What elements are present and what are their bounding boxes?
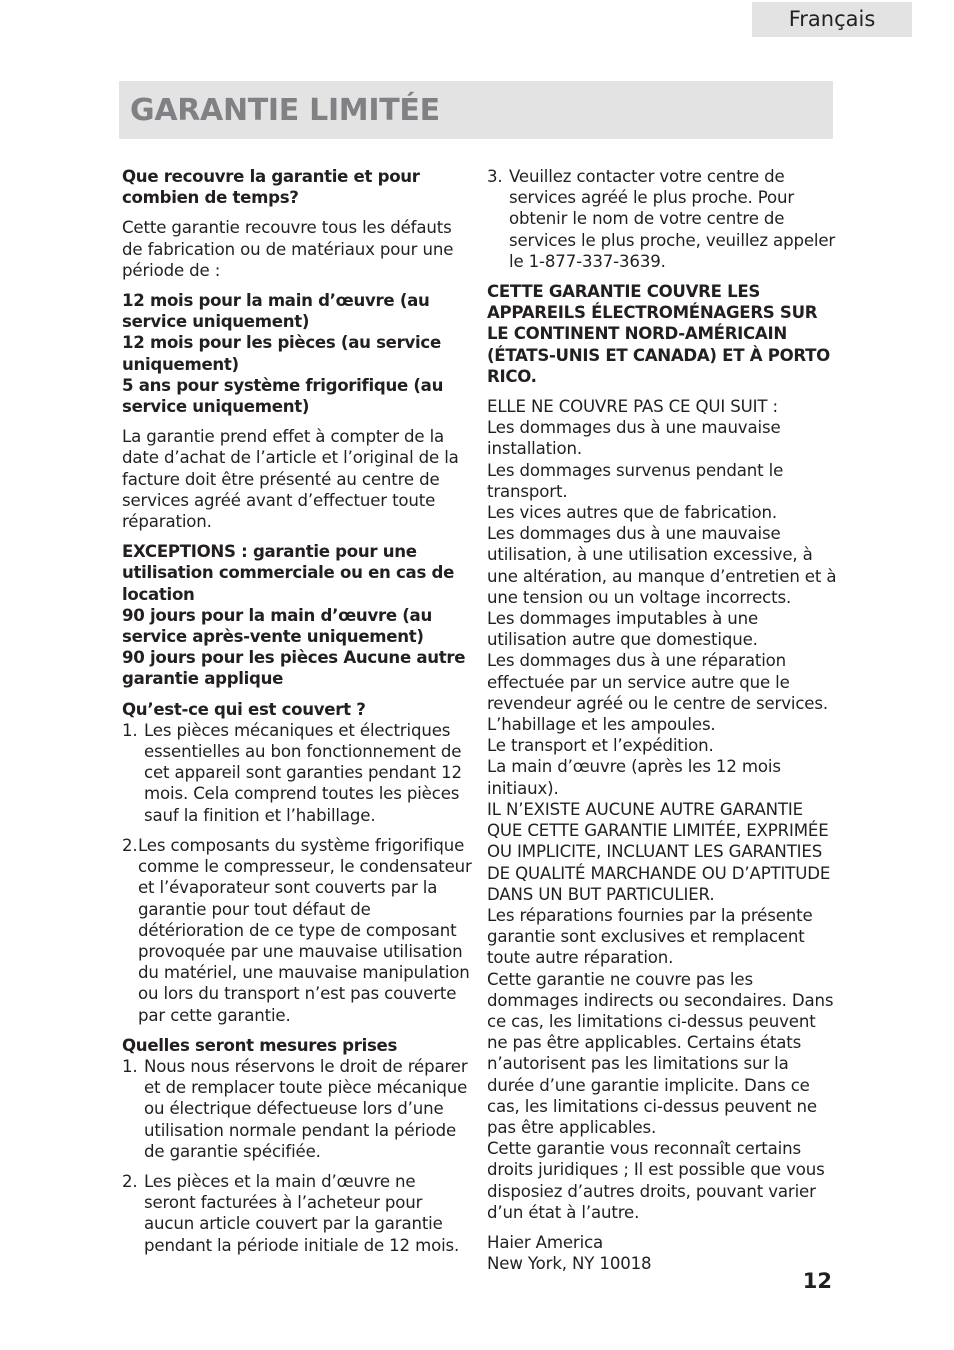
- not-covered-item: Cette garantie ne couvre pas les dommages indirects ou secondaires. Dans ce cas, les limitations ci-dessus peuvent ne pas être applicables. Certains états n’autorisent pas les limitations sur la durée d’une garantie implicite. Dans ce cas, les limitations ci-dessus peuvent ne pas être applicables.: [487, 969, 834, 1137]
- list-item: [122, 1056, 472, 1162]
- not-covered-item: Cette garantie vous reconnaît certains droits juridiques ; Il est possible que vous disposiez d’autres droits, pouvant varier d’un état à l’autre.: [487, 1139, 825, 1222]
- not-covered-item: L’habillage et les ampoules.: [487, 715, 716, 735]
- list-item: [122, 1171, 472, 1256]
- exception-line: 90 jours pour les pièces Aucune autre: [122, 648, 466, 668]
- item-number: 1.: [122, 720, 138, 740]
- company-name: Haier America: [487, 1232, 604, 1252]
- not-covered-item: Les dommages dus à une mauvaise installation.: [487, 418, 781, 459]
- not-covered-item: Les réparations fournies par la présente garantie sont exclusives et remplacent toute autre réparation.: [487, 905, 813, 968]
- page-title: GARANTIE LIMITÉE: [130, 93, 440, 128]
- measures-heading: Quelles seront mesures prises: [122, 1035, 398, 1055]
- disclaimer-caps: IL N’EXISTE AUCUNE AUTRE GARANTIE QUE CETTE GARANTIE LIMITÉE, EXPRIMÉE OU IMPLICITE, INCLUANT LES GARANTIES DE QUALITÉ MARCHANDE OU D’APTITUDE DANS UN BUT PARTICULIER.: [487, 799, 831, 904]
- effect-paragraph: La garantie prend effet à compter de la date d’achat de l’article et l’original de la facture doit être présenté au centre de services agréé avant d’effectuer toute réparation.: [122, 427, 459, 532]
- not-covered-item: Les dommages dus à une réparation effectuée par un service autre que le revendeur agréé ou le centre de services.: [487, 651, 828, 713]
- title-banner: [119, 81, 833, 139]
- item-text: Veuillez contacter votre centre de services agréé le plus proche. Pour obtenir le nom de votre centre de services le plus proche, veuillez appeler le 1-877-337-3639.: [509, 167, 836, 271]
- not-covered-item: La main d’œuvre (après les 12 mois initiaux).: [487, 757, 781, 798]
- item-number: 3.: [487, 167, 503, 186]
- covered-heading: Qu’est-ce qui est couvert ?: [122, 699, 366, 719]
- page-number: 12: [802, 1269, 832, 1293]
- exception-line: EXCEPTIONS : garantie pour une utilisation commerciale ou en cas de location: [122, 542, 455, 604]
- period-item: 12 mois pour la main d’œuvre (au service uniquement): [122, 291, 430, 332]
- exceptions-block: [122, 541, 472, 689]
- left-column: [122, 166, 472, 1265]
- period-item: 5 ans pour système frigorifique (au service uniquement): [122, 375, 444, 417]
- item-number: 2.: [122, 835, 138, 855]
- item-number: 1.: [122, 1056, 138, 1076]
- exception-line: garantie applique: [122, 669, 284, 689]
- not-covered-block: [487, 396, 837, 1223]
- coverage-region-heading: CETTE GARANTIE COUVRE LES APPAREILS ÉLECTROMÉNAGERS SUR LE CONTINENT NORD-AMÉRICAIN (ÉTATS-UNIS ET CANADA) ET À PORTO RICO.: [487, 282, 830, 386]
- company-address: [487, 1232, 837, 1274]
- right-column: [487, 166, 837, 1283]
- warranty-periods: [122, 290, 472, 417]
- item-text: Les composants du système frigorifique comme le compresseur, le condensateur et l’évaporateur sont couverts par la garantie pour tout défaut de détérioration de ce type de composant provoquée par une mauvaise utilisation du matériel, une mauvaise manipulation ou lors du transport n’est pas couverte par cette garantie.: [138, 835, 472, 1025]
- not-covered-item: Les dommages imputables à une utilisation autre que domestique.: [487, 609, 759, 650]
- list-item: [487, 166, 837, 272]
- coverage-question-text: Cette garantie recouvre tous les défauts de fabrication ou de matériaux pour une période de :: [122, 218, 454, 280]
- not-covered-intro: ELLE NE COUVRE PAS CE QUI SUIT :: [487, 397, 778, 417]
- language-tab: Français: [752, 2, 912, 37]
- item-number: 2.: [122, 1171, 138, 1191]
- not-covered-item: Le transport et l’expédition.: [487, 736, 714, 756]
- period-item: 12 mois pour les pièces (au service uniquement): [122, 333, 441, 374]
- list-item: [122, 835, 472, 1026]
- exception-line: 90 jours pour la main d’œuvre (au service après-vente uniquement): [122, 605, 432, 647]
- not-covered-item: Les dommages dus à une mauvaise utilisation, à une utilisation excessive, à une altération, au manque d’entretien et à une tension ou un voltage incorrects.: [487, 524, 837, 607]
- not-covered-item: Les vices autres que de fabrication.: [487, 503, 778, 523]
- item-text: Nous nous réservons le droit de réparer et de remplacer toute pièce mécanique ou électrique défectueuse lors d’une utilisation normale pendant la période de garantie spécifiée.: [144, 1056, 468, 1161]
- company-location: New York, NY 10018: [487, 1254, 652, 1274]
- not-covered-item: Les dommages survenus pendant le transport.: [487, 460, 784, 501]
- item-text: Les pièces et la main d’œuvre ne seront facturées à l’acheteur pour aucun article couvert par la garantie pendant la période initiale de 12 mois.: [144, 1171, 460, 1255]
- item-text: Les pièces mécaniques et électriques essentielles au bon fonctionnement de cet appareil sont garanties pendant 12 mois. Cela comprend toutes les pièces sauf la finition et l’habillage.: [144, 720, 462, 825]
- coverage-question-heading: Que recouvre la garantie et pour combien de temps?: [122, 167, 420, 208]
- list-item: [122, 720, 472, 826]
